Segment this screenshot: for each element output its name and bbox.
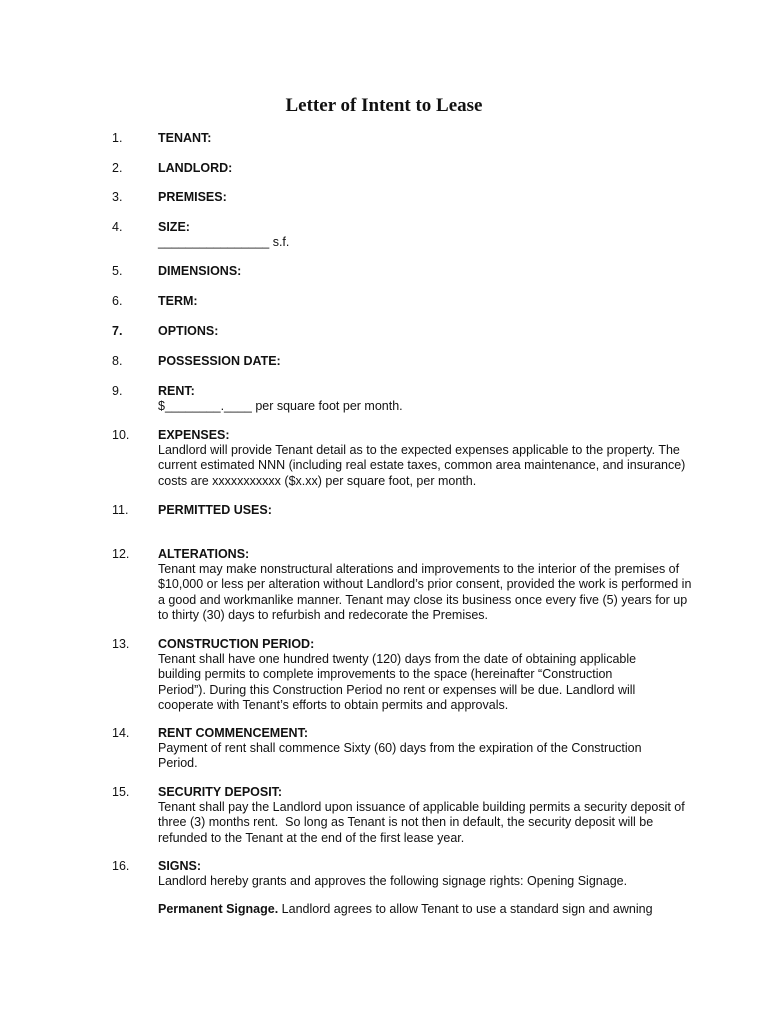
- clause-label: DIMENSIONS:: [158, 264, 242, 278]
- clause-text: Tenant shall have one hundred twenty (120) days from the date of obtaining applicable building permits to complete improvements to the space (hereinafter “Construction Period”). During this Construction Period no rent or expenses will be due. Landlord will cooperate with Tenant’s efforts to obtain permits and approvals.: [158, 652, 637, 713]
- clause-text: Landlord will provide Tenant detail as to the expected expenses applicable to the property. The current estimated NNN (including real estate taxes, common area maintenance, and insurance) costs are xxxxxxxxxxx ($x.xx) per square foot, per month.: [158, 443, 686, 488]
- clause-label: EXPENSES:: [158, 428, 230, 442]
- clause-label: PERMITTED USES:: [158, 503, 272, 517]
- clause-number: 11.: [112, 503, 129, 517]
- permanent-signage-paragraph: [158, 902, 703, 917]
- clause-label: POSSESSION DATE:: [158, 354, 281, 368]
- clause-label: SIGNS:: [158, 859, 202, 873]
- clause-number: 7.: [112, 324, 123, 338]
- clause-number: 5.: [112, 264, 123, 278]
- clause-number: 10.: [112, 428, 130, 442]
- clause-number: 9.: [112, 384, 123, 398]
- clause-label: RENT COMMENCEMENT:: [158, 726, 308, 740]
- clause-text: Tenant shall pay the Landlord upon issuance of applicable building permits a security deposit of three (3) months rent. So long as Tenant is not then in default, the security deposit will be refunded to the Tenant at the end of the first lease year.: [158, 800, 685, 845]
- clause-label: TERM:: [158, 294, 198, 308]
- clause-label: LANDLORD:: [158, 161, 233, 175]
- subparagraph-text: Landlord agrees to allow Tenant to use a standard sign and awning: [278, 902, 653, 917]
- clause-number: 8.: [112, 354, 123, 368]
- clause-label: SECURITY DEPOSIT:: [158, 785, 283, 799]
- clause-number: 13.: [112, 637, 130, 651]
- document-title: Letter of Intent to Lease: [285, 95, 483, 116]
- clause-label: RENT:: [158, 384, 195, 398]
- clause-number: 6.: [112, 294, 123, 308]
- clause-number: 4.: [112, 220, 123, 234]
- clause-text: $________.____ per square foot per month.: [158, 399, 403, 413]
- clause-text: Payment of rent shall commence Sixty (60) days from the expiration of the Construction Period.: [158, 741, 642, 771]
- clause-text: ________________ s.f.: [158, 235, 290, 249]
- clause-label: TENANT:: [158, 131, 212, 145]
- clause-number: 14.: [112, 726, 130, 740]
- clause-number: 12.: [112, 547, 130, 561]
- clause-label: ALTERATIONS:: [158, 547, 250, 561]
- clause-label: SIZE:: [158, 220, 190, 234]
- clause-number: 16.: [112, 859, 130, 873]
- clause-text: Landlord hereby grants and approves the following signage rights: Opening Signage.: [158, 874, 628, 888]
- clause-label: CONSTRUCTION PERIOD:: [158, 637, 315, 651]
- clause-text: Tenant may make nonstructural alterations and improvements to the interior of the premises of $10,000 or less per alteration without Landlord’s prior consent, provided the work is performed in a good and workmanlike manner. Tenant may close its business once every five (5) years for up to thirty (30) days to refurbish and redecorate the Premises.: [158, 562, 692, 623]
- clause-number: 2.: [112, 161, 123, 175]
- clause-label: PREMISES:: [158, 190, 227, 204]
- clause-number: 15.: [112, 785, 130, 799]
- clause-number: 1.: [112, 131, 123, 145]
- clause-label: OPTIONS:: [158, 324, 219, 338]
- subparagraph-label: Permanent Signage.: [158, 902, 279, 917]
- clause-number: 3.: [112, 190, 123, 204]
